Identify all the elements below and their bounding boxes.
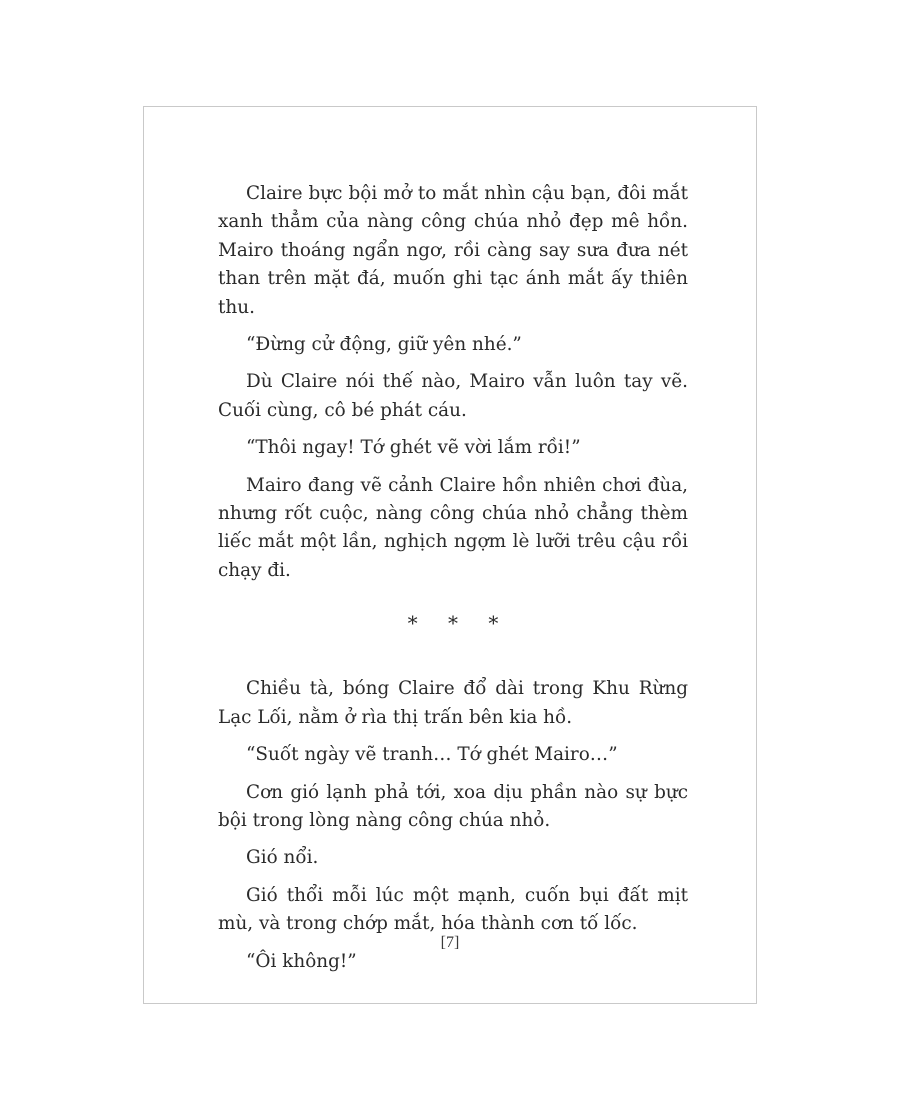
- paragraph: Mairo đang vẽ cảnh Claire hồn nhiên chơi đùa, nhưng rốt cuộc, nàng công chúa nhỏ chẳng thèm liếc mắt một lần, nghịch ngợm lè lưỡi trêu cậu rồi chạy đi.: [218, 474, 688, 581]
- paragraph: “Thôi ngay! Tớ ghét vẽ vời lắm rồi!”: [246, 437, 581, 459]
- paragraph: “Suốt ngày vẽ tranh… Tớ ghét Mairo…”: [246, 744, 618, 766]
- paragraph: Cơn gió lạnh phả tới, xoa dịu phần nào sự bực bội trong lòng nàng công chúa nhỏ.: [218, 781, 688, 831]
- paragraph: Gió thổi mỗi lúc một mạnh, cuốn bụi đất mịt mù, và trong chớp mắt, hóa thành cơn tố lốc.: [218, 884, 688, 935]
- paragraph: “Ôi không!”: [246, 950, 357, 972]
- paragraph: Claire bực bội mở to mắt nhìn cậu bạn, đôi mắt xanh thẳm của nàng công chúa nhỏ đẹp mê hồn. Mairo thoáng ngẩn ngơ, rồi càng say sưa đưa nét than trên mặt đá, muốn ghi tạc ánh mắt ấy thiên thu.: [218, 183, 688, 318]
- paragraph: Gió nổi.: [246, 847, 319, 869]
- page-body: [218, 180, 688, 985]
- paragraph: Chiều tà, bóng Claire đổ dài trong Khu Rừng Lạc Lối, nằm ở rìa thị trấn bên kia hồ.: [218, 678, 688, 728]
- book-page: [143, 106, 757, 1004]
- paragraph: “Đừng cử động, giữ yên nhé.”: [246, 334, 522, 356]
- paragraph: Dù Claire nói thế nào, Mairo vẫn luôn tay vẽ. Cuối cùng, cô bé phát cáu.: [218, 371, 688, 421]
- page-number: [7]: [440, 934, 460, 951]
- scene-break-separator: * * *: [407, 611, 511, 636]
